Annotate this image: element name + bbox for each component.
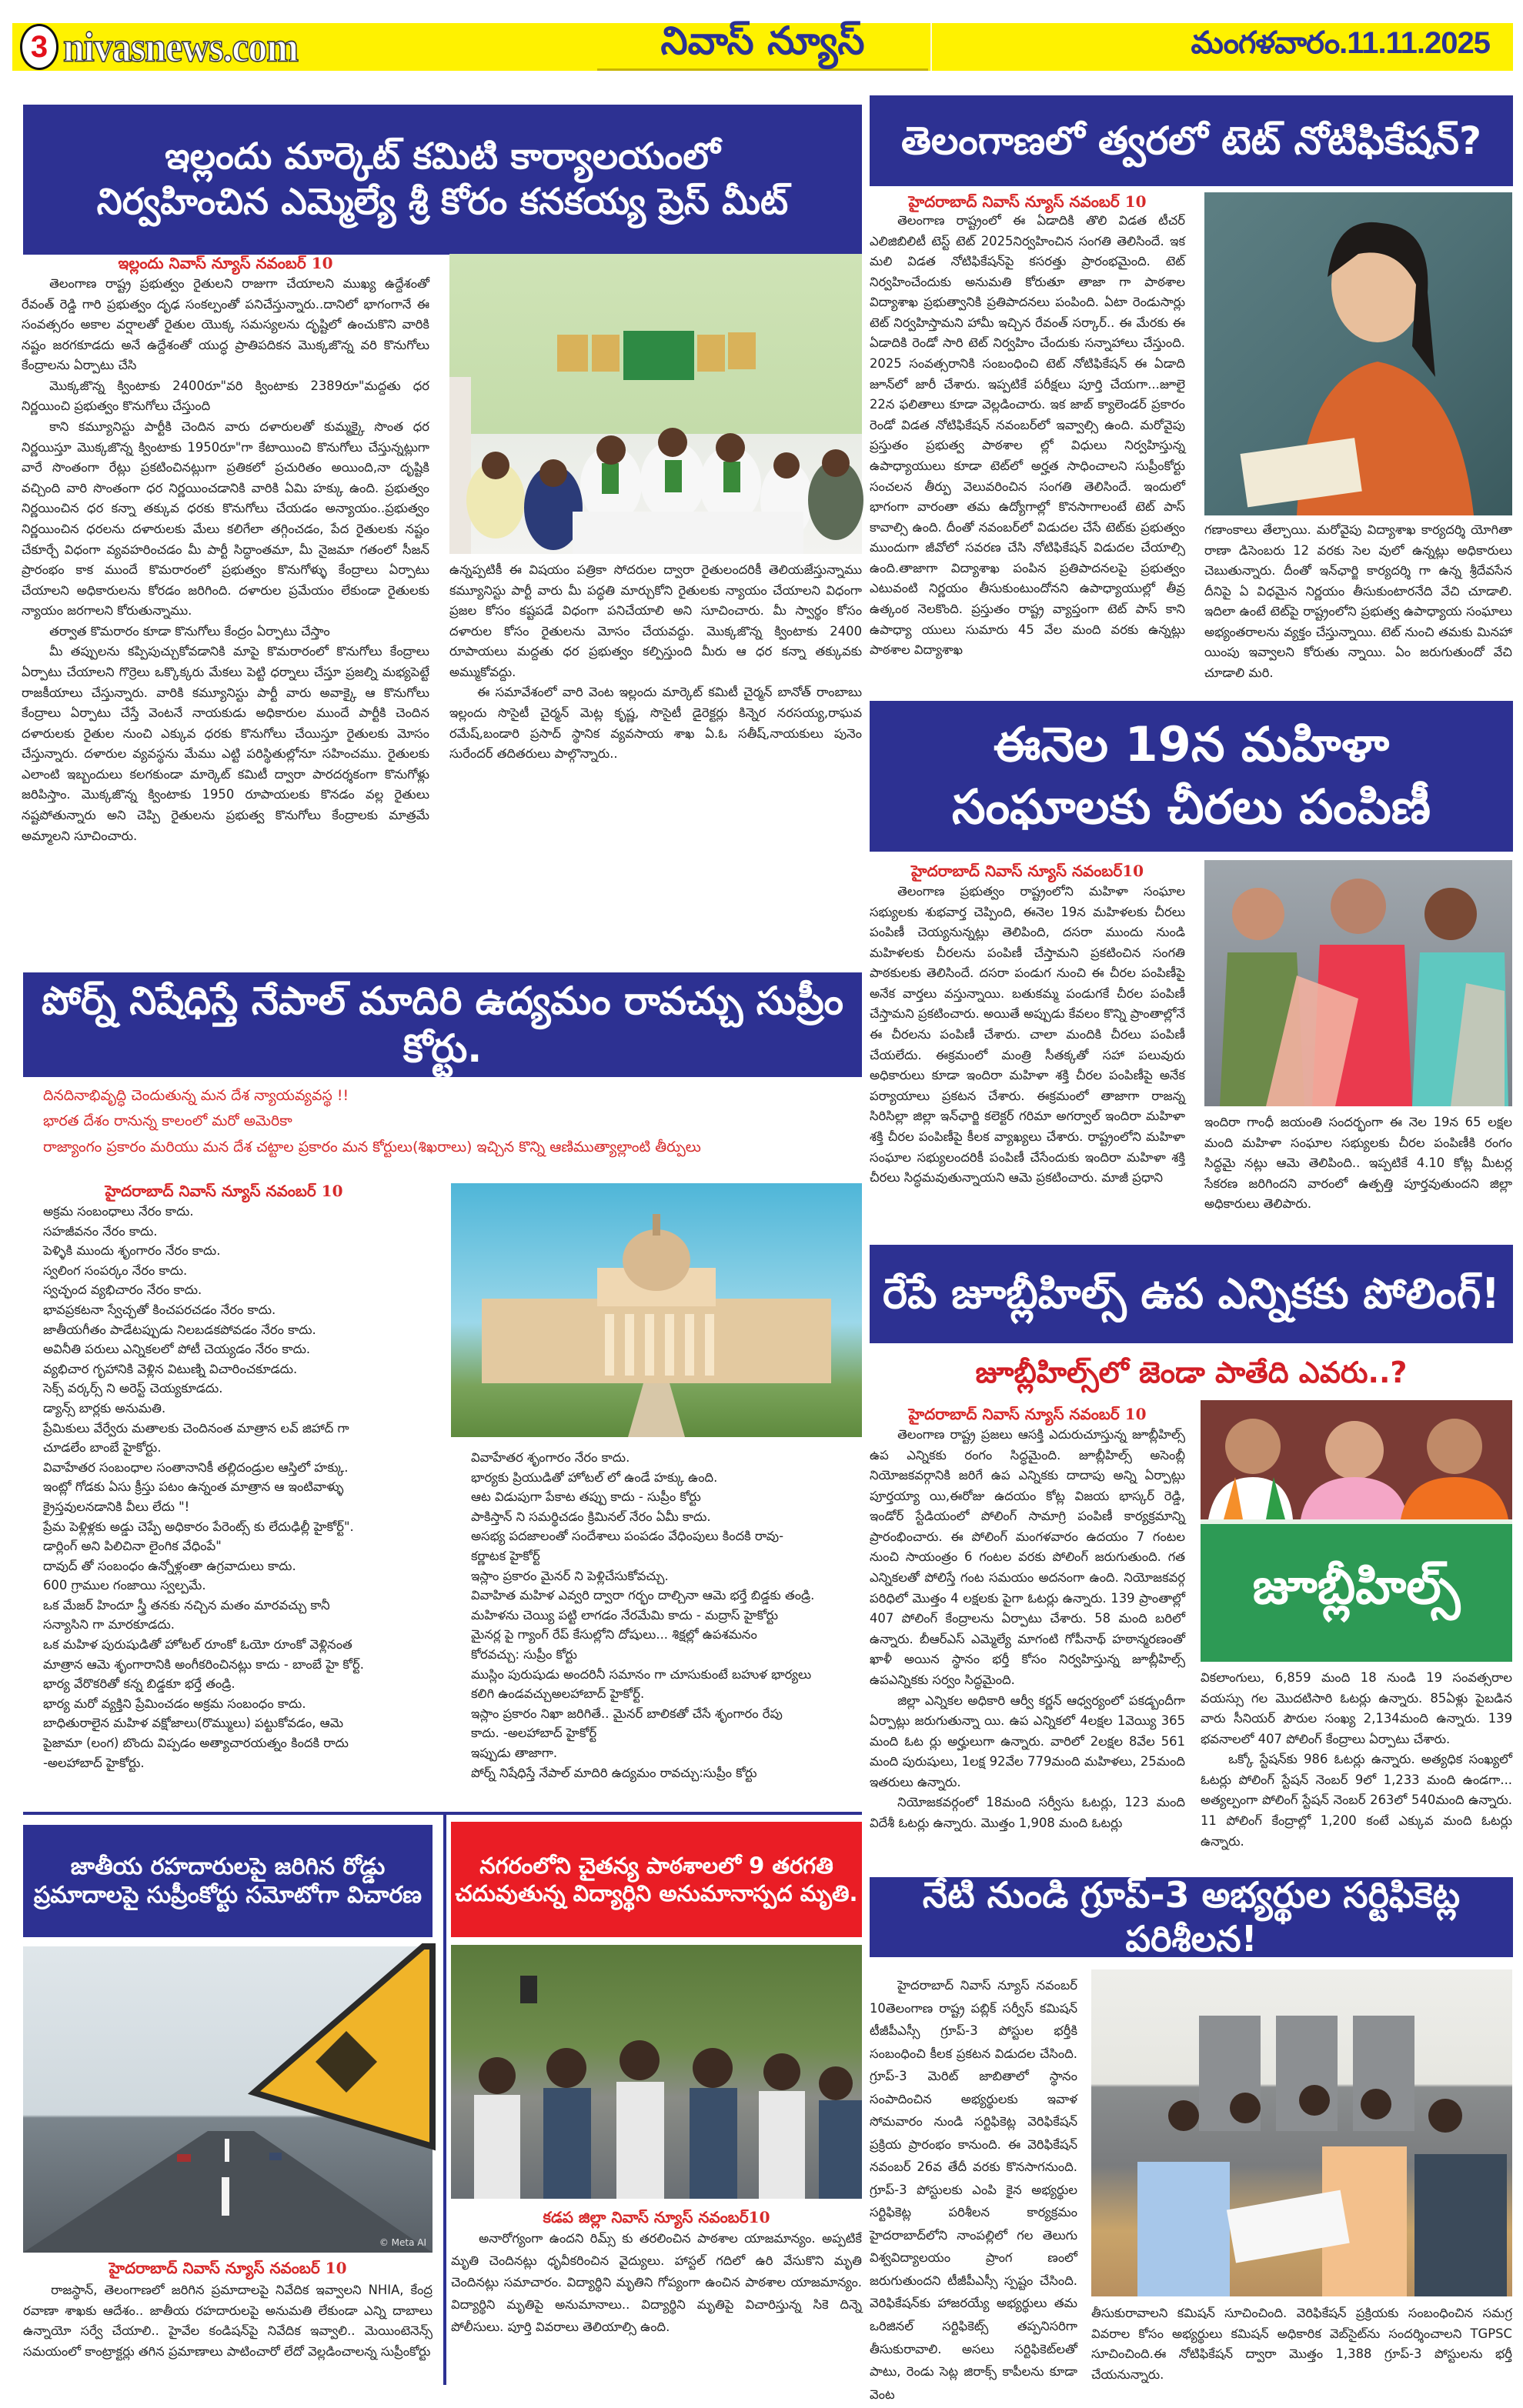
paragraph: ఇందిరా గాంధీ జయంతి సందర్భంగా ఈ నెల 19న 65 లక్షల మంది మహిళా సంఘాల సభ్యులకు చీరల పంపిణీకి రంగం సిద్ధమై నట్లు ఆమె తెలిపింది.. ఇప్పటికే 4.10 కోట్ల మీటర్ల సేకరణ జరిగిందని వారంలో ఉత్పత్తి పూర్తవుతుందని జిల్లా అధికారులు తెలిపారు. [1204,1115,1512,1212]
teacher-photo [1204,192,1512,515]
paragraph: ఒక్కో స్టేషన్‌కు 986 ఓటర్లు ఉన్నారు. అత్యధిక సంఖ్యలో ఓటర్లు పోలింగ్ స్టేషన్ నెంబర్ 9లో 1,233 మంది ఉండగా... అత్యల్పంగా పోలింగ్ స్టేషన్ నెంబర్ 263లో 540మంది ఉన్నారు. 11 పోలింగ్ కేంద్రాల్లో 1,200 కంటే ఎక్కువ మంది ఓటర్లు ఉన్నారు. [1201,1752,1512,1849]
teacher-illustration [1204,192,1512,515]
line: కాదు. -అలహాబాద్ హైకోర్ట్ [471,1726,597,1741]
article-deck-porn [43,1083,862,1160]
subheadline-jubilee: జూబ్లీహిల్స్‌లో జెండా పాతేది ఎవరు..? [975,1356,1408,1389]
verification-illustration [1091,1969,1512,2296]
column-divider [443,1814,446,2385]
deck-line: దినదినాభివృద్ధి చెందుతున్న మన దేశ న్యాయవ్యవస్థ !! [43,1087,349,1104]
divider [930,23,932,71]
article-body-student [451,2228,862,2382]
line: కర్ణాటక హైకోర్ట్ [471,1548,540,1563]
line: సన్యాసిని గా మారకూడదు. [43,1617,175,1633]
paragraph: జిల్లా ఎన్నికల అధికారి ఆర్వీ కర్ణన్ ఆధ్వర్యంలో పకడ్బందీగా ఏర్పాట్లు జరుగుతున్నా యి. ఉప ఎన్నికలో 4లక్షల 1వెయ్యి 365 మంది ఓట ర్లు అర్హులుగా ఉన్నారు. వారిలో 2లక్షల 8వేల 561 మంది పురుషులు, 1లక్ష 92వేల 779మంది మహిళలు, 25మంది ఇతరులు ఉన్నారు. [870,1693,1185,1789]
dateline-sarees: హైదరాబాద్ నివాస్ న్యూస్ నవంబర్10 [910,862,1144,880]
masthead [12,18,1513,71]
issue-date: మంగళవారం.11.11.2025 [1191,25,1490,60]
line: ఒక మేజర్ హిందూ స్త్రీ తనకు నచ్చిన మతం మారవచ్చు కానీ [43,1597,330,1613]
section-divider [23,1812,862,1815]
paragraph: హైదరాబాద్ నివాస్ న్యూస్ నవంబర్ 10తెలంగాణ రాష్ట్ర పబ్లిక్ సర్వీస్ కమిషన్ టీజీపీఎస్సీ గ్రూప్-3 పోస్టుల భర్తీకి సంబంధించి కీలక ప్రకటన విడుదల చేసింది. గ్రూప్-3 మెరిట్ జాబితాలో స్థానం సంపాదించిన అభ్యర్థులకు ఇవాళ సోమవారం నుండి సర్టిఫికెట్ల వెరిఫికేషన్ ప్రక్రియ ప్రారంభం కానుంది. ఈ వెరిఫికేషన్ నవంబర్ 26వ తేదీ వరకు కొనసాగనుంది. గ్రూప్-3 పోస్టులకు ఎంపి కైన అభ్యర్థుల సర్టిఫికెట్ల పరిశీలన కార్యక్రమం హైదరాబాద్‌లోని నాంపల్లిలో గల తెలుగు విశ్వవిద్యాలయం ప్రాంగ ణంలో జరుగుతుందని టీజీపీఎస్సీ స్పష్టం చేసింది. వెరిఫికేషన్‌కు హాజరయ్యే అభ్యర్థులు తమ ఒరిజినల్ సర్టిఫికెట్స్ తప్పనిసరిగా తీసుకురావాలి. అసలు సర్టిఫికెట్‌లతో పాటు, రెండు సెట్ల జిరాక్స్ కాపీలను కూడా వెంట [870,1978,1077,2402]
headline-line: నేటి నుండి గ్రూప్-3 అభ్యర్థుల సర్టిఫికెట్ల పరిశీలన! [922,1873,1461,1959]
article-body-tet [870,211,1185,680]
road-sign-photo [23,1946,433,2253]
dateline-jubilee: హైదరాబాద్ నివాస్ న్యూస్ నవంబర్ 10 [908,1405,1147,1423]
line: సెక్స్ వర్కర్స్ ని అరెస్ట్ చెయ్యకూడదు. [43,1381,223,1396]
line: జాతీయగీతం పాడేటప్పుడు నిలబడకపోవడం నేరం కాదు. [43,1322,316,1337]
line: భార్య వేరొకరితో కన్న బిడ్డకూ భర్తే తండ్రి. [43,1676,235,1692]
line: ఇంట్లో గోడకు ఏసు క్రీస్తు పటం ఉన్నంత మాత్రాన ఆ ఇంటివాళ్ళు [43,1479,344,1495]
line: 600 గ్రాముల గంజాయి స్వల్పమే. [43,1578,206,1593]
line: కలిగి ఉండవచ్చుఅలహాబాద్ హైకోర్ట్. [471,1686,645,1702]
sarees-illustration [1204,860,1512,1106]
headline-line: సంఘాలకు చీరలు పంపిణీ [952,779,1431,835]
paragraph: కాని కమ్యూనిస్టు పార్టీకి చెందిన వారు దళారులతో కుమ్మక్కై సొంత ధర నిర్ణయిస్తూ మొక్కజొన్న క్వింటాకు 1950రూ"గా కేటాయించి కొనుగోలు చేస్తున్నట్లుగా వారే సొంతంగా రేట్లు ప్రకటించినట్లుగా ప్రతికలో ప్రచురితం అయింది,నా దృష్టికి వచ్చింది వారి సొంతంగా ధర నిర్ణయించడానికి వారికి ఏమి హక్కు ఉంది. ప్రభుత్వం నిర్ణయించిన ధర కన్నా తక్కువ ధరకు కొనుగోలు చేయడం అన్యాయం..ప్రభుత్వం నిర్ణయించిన ధరలను దళారులకు మేలు కలిగేలా తగ్గించడం, పేద రైతులకు నష్టం చేకూర్చే విధంగా వ్యవహరించడం మీ పార్టీ సిద్ధాంతమా, మీ నైజమా గతంలో సీజన్ ప్రారంభం కాక ముందే కొమరారంలో ప్రభుత్వం కొనుగోళ్ళు కేంద్రాలు ఏర్పాటు చేయాలని అధికారులను కోరడం జరిగింది. దళారుల ప్రమేయం లేకుండా రైతులకు న్యాయం జరగాలని కోరుతున్నాము. [22,419,429,619]
line: వివాహేతర శృంగారం నేరం కాదు. [471,1450,630,1465]
line: స్వచ్ఛంద వ్యభిచారం నేరం కాదు. [43,1282,202,1298]
headline-line: చదువుతున్న విద్యార్థిని అనుమానాస్పద మృతి. [455,1880,858,1906]
website-name[interactable]: nivasnews.com [63,23,299,71]
line: ఇస్లాం ప్రకారం నిఖా జరిగితే.. మైనర్ బాలికతో చేసే శృంగారం రేపు [471,1706,783,1721]
line: మైనర్ల పై గ్యాంగ్ రేప్ కేసుల్లోని దోషులు... శిక్షల్లో ఉపశమనం [471,1627,757,1643]
page-number-badge: 3 [20,24,58,70]
line: ముస్లిం పురుషుడు అందరినీ సమానం గా చూసుకుంటే బహుళ భార్యలు [471,1666,812,1682]
line: ఒక మహిళ పురుషుడితో హోటల్ రూంకో ఓయో రూంకో వెళ్లినంత [43,1637,352,1653]
headline-line: పోర్న్ నిషేధిస్తే నేపాల్ మాదిరి ఉద్యమం రావచ్చు సుప్రీం కోర్టు. [42,978,843,1071]
article-body-sarees-right [1204,1112,1512,1225]
dateline-porn: హైదరాబాద్ నివాస్ న్యూస్ నవంబర్ 10 [105,1182,343,1200]
line: భావప్రకటనా స్వేచ్ఛతో కించపరచడం నేరం కాదు. [43,1302,276,1317]
headline-line: జాతీయ రహదారులపై జరిగిన రోడ్డు [70,1853,386,1880]
article-lines-porn-left [43,1202,443,1786]
headline-highways [23,1825,433,1937]
deck-line: భారత దేశం రానున్న కాలంలో మరో అమెరికా [43,1112,292,1130]
sarees-photo [1204,860,1512,1106]
line: వివాహిత మహిళ ఎవ్వరి ద్వారా గర్భం దాల్చినా ఆమె భర్తే బిడ్డకు తండ్రి. [471,1588,815,1603]
headline-jubilee [870,1245,1513,1343]
press-meet-photo [449,254,862,554]
line: అసభ్య పదజాలంతో సందేశాలు పంపడం వేధింపులు కిందకి రావు- [471,1529,784,1544]
crowd-illustration [451,1945,862,2199]
jubilee-hills-sign [1201,1519,1512,1662]
line: పోర్న్ నిషేధిస్తే నేపాల్ మాదిరి ఉద్యమం రావచ్చు:సుప్రీం కోర్టు [471,1765,757,1780]
paragraph: అనారోగ్యంగా ఉందని రిమ్స్ కు తరలించిన పాఠశాల యాజమాన్యం. అప్పటికే మృతి చెందినట్లు ధృవీకరించిన వైద్యులు. హాస్టల్ గదిలో ఉరి వేసుకొని మృతి చెందినట్లు సమాచారం. విద్యార్థిని మృతిని గోప్యంగా ఉంచిన పాఠశాల యాజమాన్యం. విద్యార్థిని మృతిపై అనుమానాలు.. విద్యార్థిని మృతిపై విచారిస్తున్న సికె దిన్నె పోలీసులు. పూర్తి వివరాలు తెలియాల్సి ఉంది. [451,2231,862,2334]
paragraph: తెలంగాణ రాష్ట్ర ప్రజలు ఆసక్తి ఎదురుచూస్తున్న జూబ్లీహిల్స్ ఉప ఎన్నికకు రంగం సిద్ధమైంది. జూబ్లీహిల్స్ అసెంబ్లీ నియోజకవర్గానికి జరిగే ఉప ఎన్నికకు దాదాపు అన్ని ఏర్పాట్లు పూర్తయ్యా యి,ఈరోజు ఉదయం కోట్ల విజయ భాస్కర్ రెడ్డి, ఇండోర్ స్టేడియంలో పోలింగ్ సామాగ్రి పంపిణీ కార్యక్రమాన్ని ప్రారంభించారు. ఈ పోలింగ్ మంగళవారం ఉదయం 7 గంటల నుంచి సాయంత్రం 6 గంటల వరకు పోలింగ్ జరుగుతుంది. గత ఎన్నికలతో పోలిస్తే గంట సమయం అదనంగా ఉంది. నియోజకవర్గ పరిధిలో మొత్తం 4 లక్షలకు పైగా ఓటర్లు ఉన్నారు. 139 ప్రాంతాల్లో 407 పోలింగ్ కేంద్రాలను ఏర్పాటు చేశారు. 58 మంది బరిలో ఉన్నారు. బీఆర్ఎస్ ఎమ్మెల్యే మాగంటి గోపీనాథ్ హఠాన్మరణంతో ఖాళీ అయిన స్థానం భర్తీ కోసం నిర్వహిస్తున్న జూబ్లీహిల్స్ ఉపఎన్నికకు సర్వం సిద్ధమైంది. [870,1427,1185,1687]
newspaper-brand: నివాస్ న్యూస్ [597,23,928,71]
paragraph: ఉన్నప్పటికీ ఈ విషయం పత్రికా సోదరుల ద్వారా రైతులందరికీ తెలియజేస్తున్నాము కమ్యూనిస్టు పార్టీ వారు మీ పద్ధతి మార్చుకోని రైతులకు న్యాయం చేయాలని విధంగా ప్రజల కోసం కష్టపడే విధంగా పనిచేయాలి అని సూచించారు. మీ స్వార్థం కోసం దళారుల కోసం రైతులను మోసం చేయవద్దు. మొక్కజొన్న క్వింటాకు 2400 రూపాయలు మద్దతు ధర ప్రభుత్వం కల్పిస్తుంది మీరు ఆ ధర కన్నా తక్కువకు అమ్ముకోవద్దు. [449,562,862,679]
line: డార్లింగ్ అని పిలిచినా లైంగిక వేధింపే" [43,1539,222,1554]
supreme-court-photo [451,1183,862,1437]
line: కోరవచ్చు: సుప్రీం కోర్టు [471,1646,577,1662]
line: ప్రేమికులు వేర్వేరు మతాలకు చెందినంత మాత్రాన లవ్ జిహాద్ గా [43,1420,349,1436]
verification-photo [1091,1969,1512,2296]
dateline-illandu: ఇల్లందు నివాస్ న్యూస్ నవంబర్ 10 [118,254,333,272]
line: ప్రేమ పెళ్లిళ్లకు అడ్డు చెప్పే అధికారం పేరెంట్స్ కు లేదుఢిల్లీ హైకోర్ట్". [43,1519,354,1534]
crowd-photo [451,1945,862,2199]
article-body-group3 [870,1974,1077,2402]
headline-line: రేపే జూబ్లీహిల్స్ ఉప ఎన్నికకు పోలింగ్! [883,1269,1500,1319]
line: -అలహాబాద్ హైకోర్టు. [43,1755,145,1770]
headline-line: ఇల్లందు మార్కెట్ కమిటి కార్యాలయంలో [165,135,720,178]
headline-line: నిర్వహించిన ఎమ్మెల్యే శ్రీ కోరం కనకయ్య ప్రెస్ మీట్ [96,180,789,223]
deck-line: రాజ్యాంగం ప్రకారం మరియు మన దేశ చట్టాల ప్రకారం మన కోర్టులు(శిఖరాలు) ఇచ్చిన కొన్ని ఆణిముత్యాల్లాంటి తీర్పులు [43,1138,701,1156]
line: చూడలేం బాంబే హైకోర్టు. [43,1440,162,1456]
line: భార్య మరో వ్యక్తిని ప్రేమించడం అక్రమ సంబంధం కాదు. [43,1696,306,1711]
paragraph: ఈ సమావేశంలో వారి వెంట ఇల్లందు మార్కెట్ కమిటీ చైర్మన్ బానోత్ రాంబాబు ఇల్లందు సొసైటీ చైర్మన్ మెట్ల కృష్ణ, సొసైటీ డైరెక్టర్లు కిన్నెర నరసయ్య,రాఘవ రమేష్,బండారి ప్రసాద్ స్థానిక వ్యవసాయ శాఖ ఏ.ఓ సతీష్,నాయకులు పునెం సురేందర్ తదితరులు పాల్గొన్నారు.. [449,685,862,762]
headline-group3 [870,1873,1513,1959]
line: వ్యభిచార గృహానికి వెళ్లిన విటుణ్ని విచారించకూడదు. [43,1361,298,1376]
article-body-group3-right [1091,2303,1512,2388]
article-body-sarees [870,882,1185,1223]
line: అవినీతి పరులు ఎన్నికలలో పోటీ చెయ్యడం నేరం కాదు. [43,1342,311,1357]
paragraph: తెలంగాణ రాష్ట్ర ప్రభుత్వం రైతులని రాజుగా చేయాలని ముఖ్య ఉద్దేశంతో రేవంత్ రెడ్డి గారి ప్రభుత్వం దృఢ సంకల్పంతో పనిచేస్తున్నారు..దానిలో భాగంగానే ఈ సంవత్సరం అకాల వర్షాలతో రైతుల యొక్క సమస్యలను దృష్టిలో ఉంచుకొని వారికి నష్టం జరగకూడదు అనే ఉద్దేశంతో యుద్ధ ప్రాతిపదికన మొక్కజొన్న వరి కొనుగోలు కేంద్రాలను ఏర్పాటు చేసి [22,276,429,373]
line: వివాహేతర సంబంధాల సంతానానికీ తల్లిదండ్రుల ఆస్తిలో హక్కు. [43,1459,349,1475]
line: స్వలింగ సంపర్కం నేరం కాదు. [43,1262,188,1278]
headline-sarees [870,701,1513,852]
line: పెళ్ళికి ముందు శృంగారం నేరం కాదు. [43,1243,221,1259]
line: ఇస్లాం ప్రకారం మైనర్ ని పెళ్లిచేసుకోవచ్చు. [471,1568,669,1583]
paragraph: తర్వాత కొమరారం కూడా కొనుగోలు కేంద్రం ఏర్పాటు చేస్తాం [49,623,330,639]
headline-illandu [23,105,862,255]
candidates-photo [1201,1400,1512,1662]
paragraph: తీసుకురావాలని కమిషన్ సూచించింది. వెరిఫికేషన్ ప్రక్రియకు సంబంధించిన సమగ్ర వివరాల కోసం అభ్యర్థులు కమిషన్ అధికారిక వెబ్‌సైట్‌ను సందర్శించాలని TGPSC సూచించింది.ఈ నోటిఫికేషన్ ద్వారా మొత్తం 1,388 గ్రూప్-3 పోస్టులను భర్తీ చేయనున్నారు. [1091,2306,1512,2382]
line: పాకిస్తాన్ ని సమర్థిచడం క్రిమినల్ నేరం ఏమీ కాదు. [471,1509,711,1524]
paragraph: నియోజకవర్గంలో 18మంది సర్వీసు ఓటర్లు, 123 మంది విదేశీ ఓటర్లు ఉన్నారు. మొత్తం 1,908 మంది ఓటర్లు [870,1795,1185,1830]
line: క్రైస్తవులనడానికి వీలు లేదు "! [43,1499,190,1514]
line: మహిళను చెయ్యి పట్టి లాగడం నేరమేమి కాదు - మద్రాస్ హైకోర్టు [471,1607,779,1623]
headline-line: ఈనెల 19న మహిళా [993,716,1390,773]
road-sign-illustration [23,1946,433,2253]
line: ఇప్పుడు తాజాగా. [471,1745,558,1760]
press-meet-illustration [449,254,862,554]
paragraph: గణాంకాలు తేల్చాయి. మరోవైపు విద్యాశాఖ కార్యదర్శి యోగితా రాణా డిసెంబరు 12 వరకు సెల వులో ఉన్నట్లు అధికారులు చెబుతున్నారు. దీంతో ఇన్‌ఛార్జి కార్యదర్శి గా ఉన్న శ్రీదేవసేన దీనిపై ఏ విధమైన నిర్ణయం తీసుకుంటారనేది వేచి చూడాలి. ఇదిలా ఉంటే టెట్‌పై రాష్ట్రంలోని ప్రభుత్వ ఉపాధ్యాయ సంఘాలు అభ్యంతరాలను వ్యక్తం చేస్తున్నాయి. టెట్ నుంచి తమకు మినహా యింపు ఇవ్వాలని కోరుతు న్నాయి. ఏం జరుగుతుందో వేచి చూడాలి మరి. [1204,522,1512,681]
line: భార్యకు ప్రియుడితో హోటల్ లో ఉండే హక్కు ఉంది. [471,1469,718,1485]
article-body-jubilee-right [1201,1668,1512,1860]
supreme-court-illustration [451,1183,862,1437]
article-lines-porn-right [471,1448,862,1794]
line: అక్రమ సంబంధాలు నేరం కాదు. [43,1204,194,1219]
paragraph: తెలంగాణ ప్రభుత్వం రాష్ట్రంలోని మహిళా సంఘాల సభ్యులకు శుభవార్త చెప్పింది, ఈనెల 19న మహిళలకు చీరలు పంపిణీ చెయ్యనున్నట్లు తెలిపింది, దసరా ముందు నుండి మహిళలకు చీరలను పంపిణీ చేస్తామని ప్రకటించిన సంగతి పాఠకులకు తెలిసిందే. దసరా పండుగ నుంచి ఈ చీరల పంపిణీపై అనేక వార్తలు వస్తున్నాయి. బతుకమ్మ పండుగకే చీరల పంపిణీ చేస్తామని ప్రకటించారు. అయితే అప్పుడు కేవలం కొన్ని ప్రాంతాల్లోనే ఈ చీరలను పంపిణీ చేశారు. చాలా మందికి చీరలు పంపిణీ చేయలేదు. ఈక్రమంలో మంత్రి సీతక్కతో సహా పలువురు అధికారులు కూడా ఇందిరా మహిళా శక్తి చీరల పంపిణీపై అనేక పర్యాయాలు ప్రకటన చేశారు. ఈక్రమంలో తాజాగా రాజన్న సిరిసిల్లా జిల్లా ఇన్‌ఛార్జి కలెక్టర్ గరిమా అగర్వాల్ ఇందిరా మహిళా శక్తి చీరల పంపిణీపై కీలక వ్యాఖ్యలు చేశారు. రాష్ట్రంలోని మహిళా సంఘాల సభ్యులందరికీ పంపిణీ చేసేందుకు ఇందిరా మహిళా శక్తి చీరలు సిద్ధమవుతున్నాయని ఆమె ప్రకటించారు. మాజీ ప్రధాని [870,884,1185,1186]
article-body-highways [23,2280,433,2388]
paragraph: రాజస్థాన్, తెలంగాణలో జరిగిన ప్రమాదాలపై నివేదిక ఇవ్వాలని NHIA, కేంద్ర రవాణా శాఖకు ఆదేశం.. జాతీయ రహదారులపై అనుమతి లేకుండా ఎన్ని దాబాలు ఉన్నాయో సర్వే చేయాలి.. హైవేల కండిషన్‌పై నివేదిక ఇవ్వాలి.. మెయింటెనెన్స్ సమయంలో కాంట్రాక్టర్లు తగిన ప్రమాణాలు పాటించారో లేదో వెల్లడించాలన్న సుప్రీంకోర్టు [23,2283,433,2359]
dateline-tet: హైదరాబాద్ నివాస్ న్యూస్ నవంబర్ 10 [908,192,1147,211]
paragraph: మీ తప్పులను కప్పిపుచ్చుకోవడానికి మాపై కొమరారంలో కొనుగోలు కేంద్రాలు ఏర్పాటు చేయాలని గొర్రెలు ఒక్కొక్కరు మేకలు పెట్టి ధర్నాలు చేస్తూ ప్రజల్ని మభ్యపెట్టే రాజకీయాలు చేస్తున్నారు. వారికి కమ్యూనిస్టు పార్టీ వారు అవాక్కై ఆ కొనుగోలు కేంద్రాలు ఏర్పాటు చేస్తే వెంటనే నాయకుడు అధికారుల ముందే పార్టీకి చెందిన దళారులకు రైతుల నుంచి ఎక్కువ ధరకు కొనుగోలు చేయిస్తూ రైతులకు మోసం చేస్తున్నారు. దళారుల వ్యవస్థను మేము ఎట్టి పరిస్థితుల్లోనూ సహించము. రైతులకు ఎలాంటి ఇబ్బందులు కలగకుండా మార్కెట్ కమిటీ ద్వారా పారదర్శకంగా కొనుగోళ్లు జరిపిస్తాం. మొక్కజొన్న క్వింటాకు 1950 రూపాయలకు కొనడం వల్ల రైతులు నష్టపోతున్నారు అని చెప్పి రైతులను ప్రభుత్వ కొనుగోలు కేంద్రాలకు మాత్రమే అమ్మాలని సూచించారు. [22,644,429,843]
jubilee-hills-sign-text: జూబ్లీహిల్స్ [1252,1559,1461,1616]
paragraph: వికలాంగులు, 6,859 మంది 18 నుండి 19 సంవత్సరాల వయస్సు గల మొదటిసారి ఓటర్లు ఉన్నారు. 85ఏళ్లు పైబడిన వారు సీనియర్ పౌరుల సంఖ్య 2,134మంది ఉన్నారు. 139 భవనాలలో 407 పోలింగ్ కేంద్రాలు ఏర్పాటు చేశారు. [1201,1670,1512,1746]
line: పైజామా (లంగ) బొందు విప్పడం అత్యాచారయత్నం కిందకి రాదు [43,1736,349,1751]
dateline-highways: హైదరాబాద్ నివాస్ న్యూస్ నవంబర్ 10 [109,2259,347,2277]
article-body-illandu [22,274,429,951]
headline-porn [23,972,862,1077]
headline-tet [870,95,1513,186]
article-body-illandu-right [449,560,862,952]
paragraph: మొక్కజొన్న క్వింటాకు 2400రూ"వరి క్వింటాకు 2389రూ"మద్దతు ధర నిర్ణయించి ప్రభుత్వం కొనుగోలు చేస్తుంది [22,378,429,414]
line: ఆట విడుపుగా పేకాట తప్పు కాదు - సుప్రీం కోర్టు [471,1489,701,1505]
headline-student [451,1822,862,1937]
dateline-student: కడప జిల్లా నివాస్ న్యూస్ నవంబర్10 [543,2208,770,2226]
line: సహజీవనం నేరం కాదు. [43,1223,158,1239]
article-body-jubilee [870,1425,1185,1860]
line: మాత్రాన ఆమె శృంగారానికి అంగీకరించినట్లు కాదు - బాంబే హై కోర్ట్. [43,1656,364,1672]
headline-line: నగరంలోని చైతన్య పాఠశాలలో 9 తరగతి [479,1852,833,1879]
photo-credit: © Meta AI [379,2237,426,2248]
line: దావుద్ తో సంబంధం ఉన్నోళ్లంతా ఉగ్రవాదులు కాదు. [43,1558,296,1573]
headline-line: తెలంగాణలో త్వరలో టెట్ నోటిఫికేషన్? [901,118,1481,163]
line: డ్యాన్స్ బార్లకు అనుమతి. [43,1400,166,1416]
line: బాధితురాలైన మహిళ వక్షోజాలు(రొమ్ములు) పట్టుకోవడం, ఆమె [43,1716,344,1731]
headline-line: ప్రమాదాలపై సుప్రీంకోర్టు సమోటోగా విచారణ [33,1882,422,1909]
paragraph: తెలంగాణ రాష్ట్రంలో ఈ ఏడాదికి తొలి విడత టీచర్ ఎలిజిబిలిటీ టెస్ట్ టెట్ 2025నిర్వహించిన సంగతి తెలిసిందే. ఇక మలి విడత నోటిఫికేషన్‌పై కసరత్తు ప్రారంభమైంది. టెట్ నిర్వహించేందుకు అనుమతి కోరుతూ తాజా గా పాఠశాల విద్యాశాఖ ప్రభుత్వానికి ప్రతిపాదనలు పంపింది. ఏటా రెండుసార్లు టెట్ నిర్వహిస్తామని హామీ ఇచ్చిన రేవంత్ సర్కార్.. ఈ మేరకు ఈ ఏడాదికి రెండో సారి టెట్ నిర్వహిం చేందుకు సన్నాహాలు చేస్తుంది. 2025 సంవత్సరానికి సంబంధించి టెట్ నోటిఫికేషన్ ఈ ఏడాది జూన్‌లో జారీ చేశారు. ఇప్పటికే పరీక్షలు పూర్తి చేయగా...జూలై 22న ఫలితాలు కూడా వెల్లడించారు. ఇక జాబ్ క్యాలెండర్ ప్రకారం రెండో విడత నోటిఫికేషన్ నవంబర్‌లో ఇవ్వాల్సి ఉంది. మరోవైపు ప్రస్తుతం ప్రభుత్వ పాఠశాల ల్లో విధులు నిర్వహిస్తున్న ఉపాధ్యాయులు కూడా టెట్‌లో అర్హత సాధించాలని సుప్రీంకోర్టు సంచలన తీర్పు వెలువరించిన సంగతి తెలిసిందే. ఇందులో భాగంగా వారంతా తమ ఉద్యోగాల్లో కొనసాగాలంటే టెట్ పాస్ కావాల్సి ఉంది. దీంతో నవంబర్‌లో విడుదల చేసే టెట్‌కు ప్రభుత్వం ముందుగా జీవోలో సవరణ చేసి నోటిఫికేషన్ విడుదల చేయాల్సి ఉంది.తాజాగా విద్యాశాఖ పంపిన ప్రతిపాదనలపై ప్రభుత్వం ఎటువంటి నిర్ణయం తీసుకుంటుందోనని ఉపాధ్యాయుల్లో తీవ్ర ఉత్కంఠ నెలకొంది. ప్రస్తుతం రాష్ట్ర వ్యాప్తంగా టెట్ పాస్ కాని ఉపాధ్యా యులు సుమారు 45 వేల మంది వరకు ఉన్నట్లు పాఠశాల విద్యాశాఖ [870,213,1185,658]
article-body-tet-right [1204,520,1512,680]
